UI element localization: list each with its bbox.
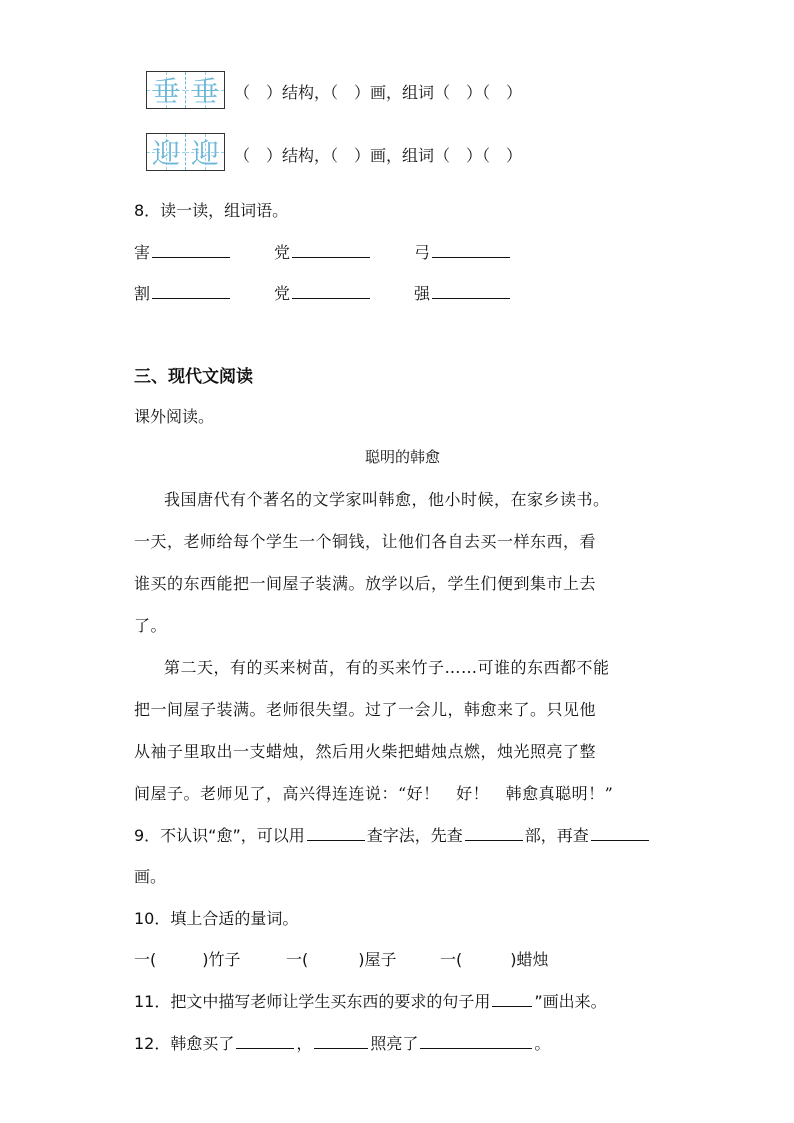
answer-blank[interactable] [465, 824, 523, 841]
q8-title: 8．读一读，组词语。 [134, 201, 289, 220]
story-title: 聪明的韩愈 [365, 448, 441, 466]
answer-blank[interactable] [236, 1032, 294, 1049]
char-cell: 垂 [185, 72, 224, 108]
answer-blank[interactable] [591, 824, 649, 841]
q8-row1-item2: 党 [274, 240, 372, 263]
q10-title: 10．填上合适的量词。 [134, 909, 299, 928]
q8-row1-item1: 害 [134, 240, 232, 263]
answer-blank[interactable] [314, 1032, 368, 1049]
answer-blank[interactable] [420, 1032, 532, 1049]
char-row-2-text: （ ）结构，（ ）画，组词（ ）（ ） [234, 146, 523, 165]
story-line: 了。 [134, 616, 168, 635]
q11: 11．把文中描写老师让学生买东西的要求的句子用 ”画出来。 [134, 992, 607, 1011]
answer-blank[interactable] [492, 990, 532, 1007]
char-cell: 垂 [147, 72, 185, 108]
answer-blank[interactable] [292, 282, 370, 299]
char-cell: 迎 [147, 134, 185, 170]
story-line: 谁买的东西能把一间屋子装满。放学以后，学生们便到集市上去 [134, 574, 597, 593]
story-line: 一天，老师给每个学生一个铜钱，让他们各自去买一样东西，看 [134, 532, 597, 551]
q10-blank-1: 一( )竹子 [134, 950, 241, 969]
char-box-ying [146, 133, 225, 171]
answer-blank[interactable] [432, 282, 510, 299]
q12: 12．韩愈买了 ， 照亮了 。 [134, 1034, 551, 1053]
section-subtitle: 课外阅读。 [134, 407, 215, 426]
answer-blank[interactable] [432, 241, 510, 258]
q9: 9．不认识“愈”，可以用 查字法，先查 部，再查 [134, 823, 651, 846]
answer-blank[interactable] [307, 824, 365, 841]
answer-blank[interactable] [152, 282, 230, 299]
char-box-chui [146, 71, 225, 109]
q8-row2-item2: 党 [274, 281, 372, 304]
char-cell: 迎 [185, 134, 224, 170]
story-line: 从袖子里取出一支蜡烛，然后用火柴把蜡烛点燃，烛光照亮了整 [134, 742, 597, 761]
story-line: 我国唐代有个著名的文学家叫韩愈，他小时候，在家乡读书。 [164, 490, 610, 509]
answer-blank[interactable] [292, 241, 370, 258]
q9-end: 画。 [134, 867, 167, 886]
q8-row1-item3: 弓 [414, 240, 512, 263]
q8-row2-item3: 强 [414, 281, 512, 304]
q10-blank-2: 一( )屋子 [286, 950, 397, 969]
answer-blank[interactable] [152, 241, 230, 258]
story-line: 第二天，有的买来树苗，有的买来竹子……可谁的东西都不能 [164, 658, 610, 677]
q10-blank-3: 一( )蜡烛 [440, 950, 549, 969]
story-line: 把一间屋子装满。老师很失望。过了一会儿，韩愈来了。只见他 [134, 700, 597, 719]
section-heading: 三、现代文阅读 [134, 367, 253, 387]
q8-row2-item1: 割 [134, 281, 232, 304]
char-row-1-text: （ ）结构，（ ）画，组词（ ）（ ） [234, 83, 523, 102]
story-line: 间屋子。老师见了，高兴得连连说：“好！ 好！ 韩愈真聪明！” [134, 784, 614, 803]
